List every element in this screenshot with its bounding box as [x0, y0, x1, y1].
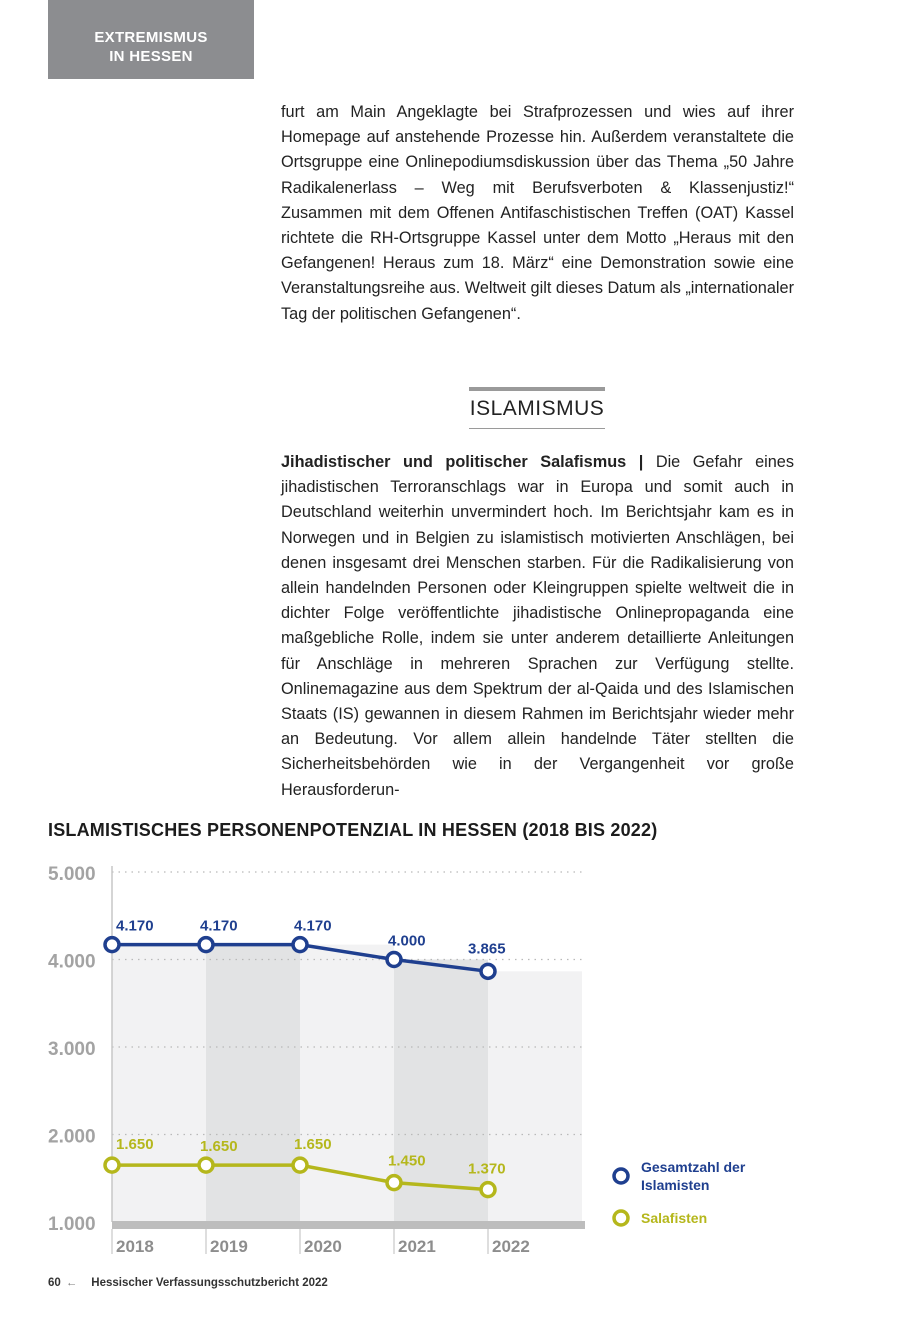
section-paragraph-block	[281, 450, 794, 803]
chart-x-tick-label: 2019	[210, 1237, 248, 1256]
chart-data-label-gesamtzahl-2018: 4.170	[116, 917, 154, 935]
section-paragraph	[281, 450, 794, 803]
chart-data-label-salafisten-2020: 1.650	[294, 1136, 332, 1154]
chart-y-tick-label: 4.000	[48, 951, 96, 973]
chart-column-bg-2019	[206, 945, 300, 1222]
page-footer	[48, 1277, 328, 1289]
legend-marker-salafisten	[614, 1211, 628, 1225]
chart-point-salafisten-2020	[293, 1158, 307, 1172]
chart-data-label-salafisten-2022: 1.370	[468, 1160, 506, 1178]
chart-point-gesamtzahl-2022	[481, 964, 495, 978]
chart-point-gesamtzahl-2021	[387, 953, 401, 967]
legend-marker-gesamtzahl	[614, 1169, 628, 1183]
intro-paragraph: furt am Main Angeklagte bei Strafprozessen und wies auf ihrer Homepage auf anstehende Prozesse hin. Außerdem veranstaltete die Ortsgruppe eine Onlinepodiumsdiskussion über das Thema „50 Jahre Radikalenerlass – Weg mit Berufsverboten & Klassenjustiz!“ Zusammen mit dem Offenen Antifaschistischen Treffen (OAT) Kassel richtete die RH-Ortsgruppe Kassel unter dem Motto „Heraus mit den Gefangenen! Heraus zum 18. März“ eine Demonstration sowie eine Veranstaltungsreihe aus. Weltweit gilt dieses Datum als „internationaler Tag der politischen Gefangenen“.	[281, 103, 794, 323]
legend-label-gesamtzahl-line2: Islamisten	[641, 1177, 710, 1193]
chart-x-tick-label: 2020	[304, 1237, 342, 1256]
section-tab-line2: IN HESSEN	[109, 48, 193, 65]
chart-x-axis-bar	[112, 1221, 585, 1229]
chart-y-tick-label: 5.000	[48, 864, 96, 885]
chart-data-label-gesamtzahl-2019: 4.170	[200, 917, 238, 935]
legend-label-salafisten: Salafisten	[641, 1210, 708, 1226]
chart-data-label-salafisten-2018: 1.650	[116, 1136, 154, 1154]
chart-title: ISLAMISTISCHES PERSONENPOTENZIAL IN HESSEN (2018 BIS 2022)	[48, 820, 658, 840]
chart-data-label-gesamtzahl-2021: 4.000	[388, 932, 426, 950]
chart-point-gesamtzahl-2018	[105, 938, 119, 952]
section-body: Die Gefahr eines jihadistischen Terroranschlags war in Europa und somit auch in Deutschland weiterhin unvermindert hoch. Im Berichtsjahr kam es in Norwegen und in Belgien zu islamistisch motivierten Anschlägen, bei denen insgesamt drei Menschen starben. Für die Radikalisierung von allein handelnden Personen oder Kleingruppen spielte weltweit die in dichter Folge veröffentlichte jihadistische Onlinepropaganda eine maßgebliche Rolle, indem sie unter anderem detaillierte Anleitungen für Anschläge in mehreren Sprachen zur Verfügung stellte. Onlinemagazine aus dem Spektrum der al-Qaida und des Islamischen Staats (IS) gewannen in diesem Rahmen im Berichtsjahr wieder mehr an Bedeutung. Vor allem allein handelnde Täter stellten die Sicherheitsbehörden wie in der Vergangenheit vor große Herausforderun-	[281, 453, 794, 799]
chart-y-tick-label: 1.000	[48, 1214, 96, 1235]
chart-column-bg-2018	[112, 945, 206, 1222]
chart-y-tick-label: 3.000	[48, 1039, 96, 1060]
section-lead: Jihadistischer und politischer Salafismus |	[281, 453, 644, 471]
chart-point-salafisten-2018	[105, 1158, 119, 1172]
section-tab	[48, 0, 254, 79]
chart-x-tick-label: 2021	[398, 1237, 436, 1256]
chart-point-salafisten-2019	[199, 1158, 213, 1172]
intro-paragraph-block	[281, 100, 794, 327]
chart-x-tick-label: 2022	[492, 1237, 530, 1256]
back-arrow-icon: ←	[65, 1277, 78, 1289]
chart-x-tick-label: 2018	[116, 1237, 154, 1256]
chart-data-label-salafisten-2019: 1.650	[200, 1138, 238, 1156]
chart-point-gesamtzahl-2019	[199, 938, 213, 952]
page-number: 60	[48, 1277, 61, 1289]
legend-label-gesamtzahl-line1: Gesamtzahl der	[641, 1159, 746, 1175]
section-tab-line1: EXTREMISMUS	[94, 29, 208, 46]
section-heading: ISLAMISMUS	[469, 387, 605, 429]
chart-column-bg-2022	[488, 971, 582, 1222]
footer-title: Hessischer Verfassungsschutzbericht 2022	[91, 1277, 328, 1289]
chart-point-gesamtzahl-2020	[293, 938, 307, 952]
chart-point-salafisten-2021	[387, 1176, 401, 1190]
chart-data-label-gesamtzahl-2022: 3.865	[468, 940, 506, 958]
personenpotenzial-chart	[0, 850, 900, 1260]
chart-data-label-gesamtzahl-2020: 4.170	[294, 917, 332, 935]
chart-y-tick-label: 2.000	[48, 1126, 96, 1148]
chart-point-salafisten-2022	[481, 1183, 495, 1197]
chart-data-label-salafisten-2021: 1.450	[388, 1152, 426, 1170]
